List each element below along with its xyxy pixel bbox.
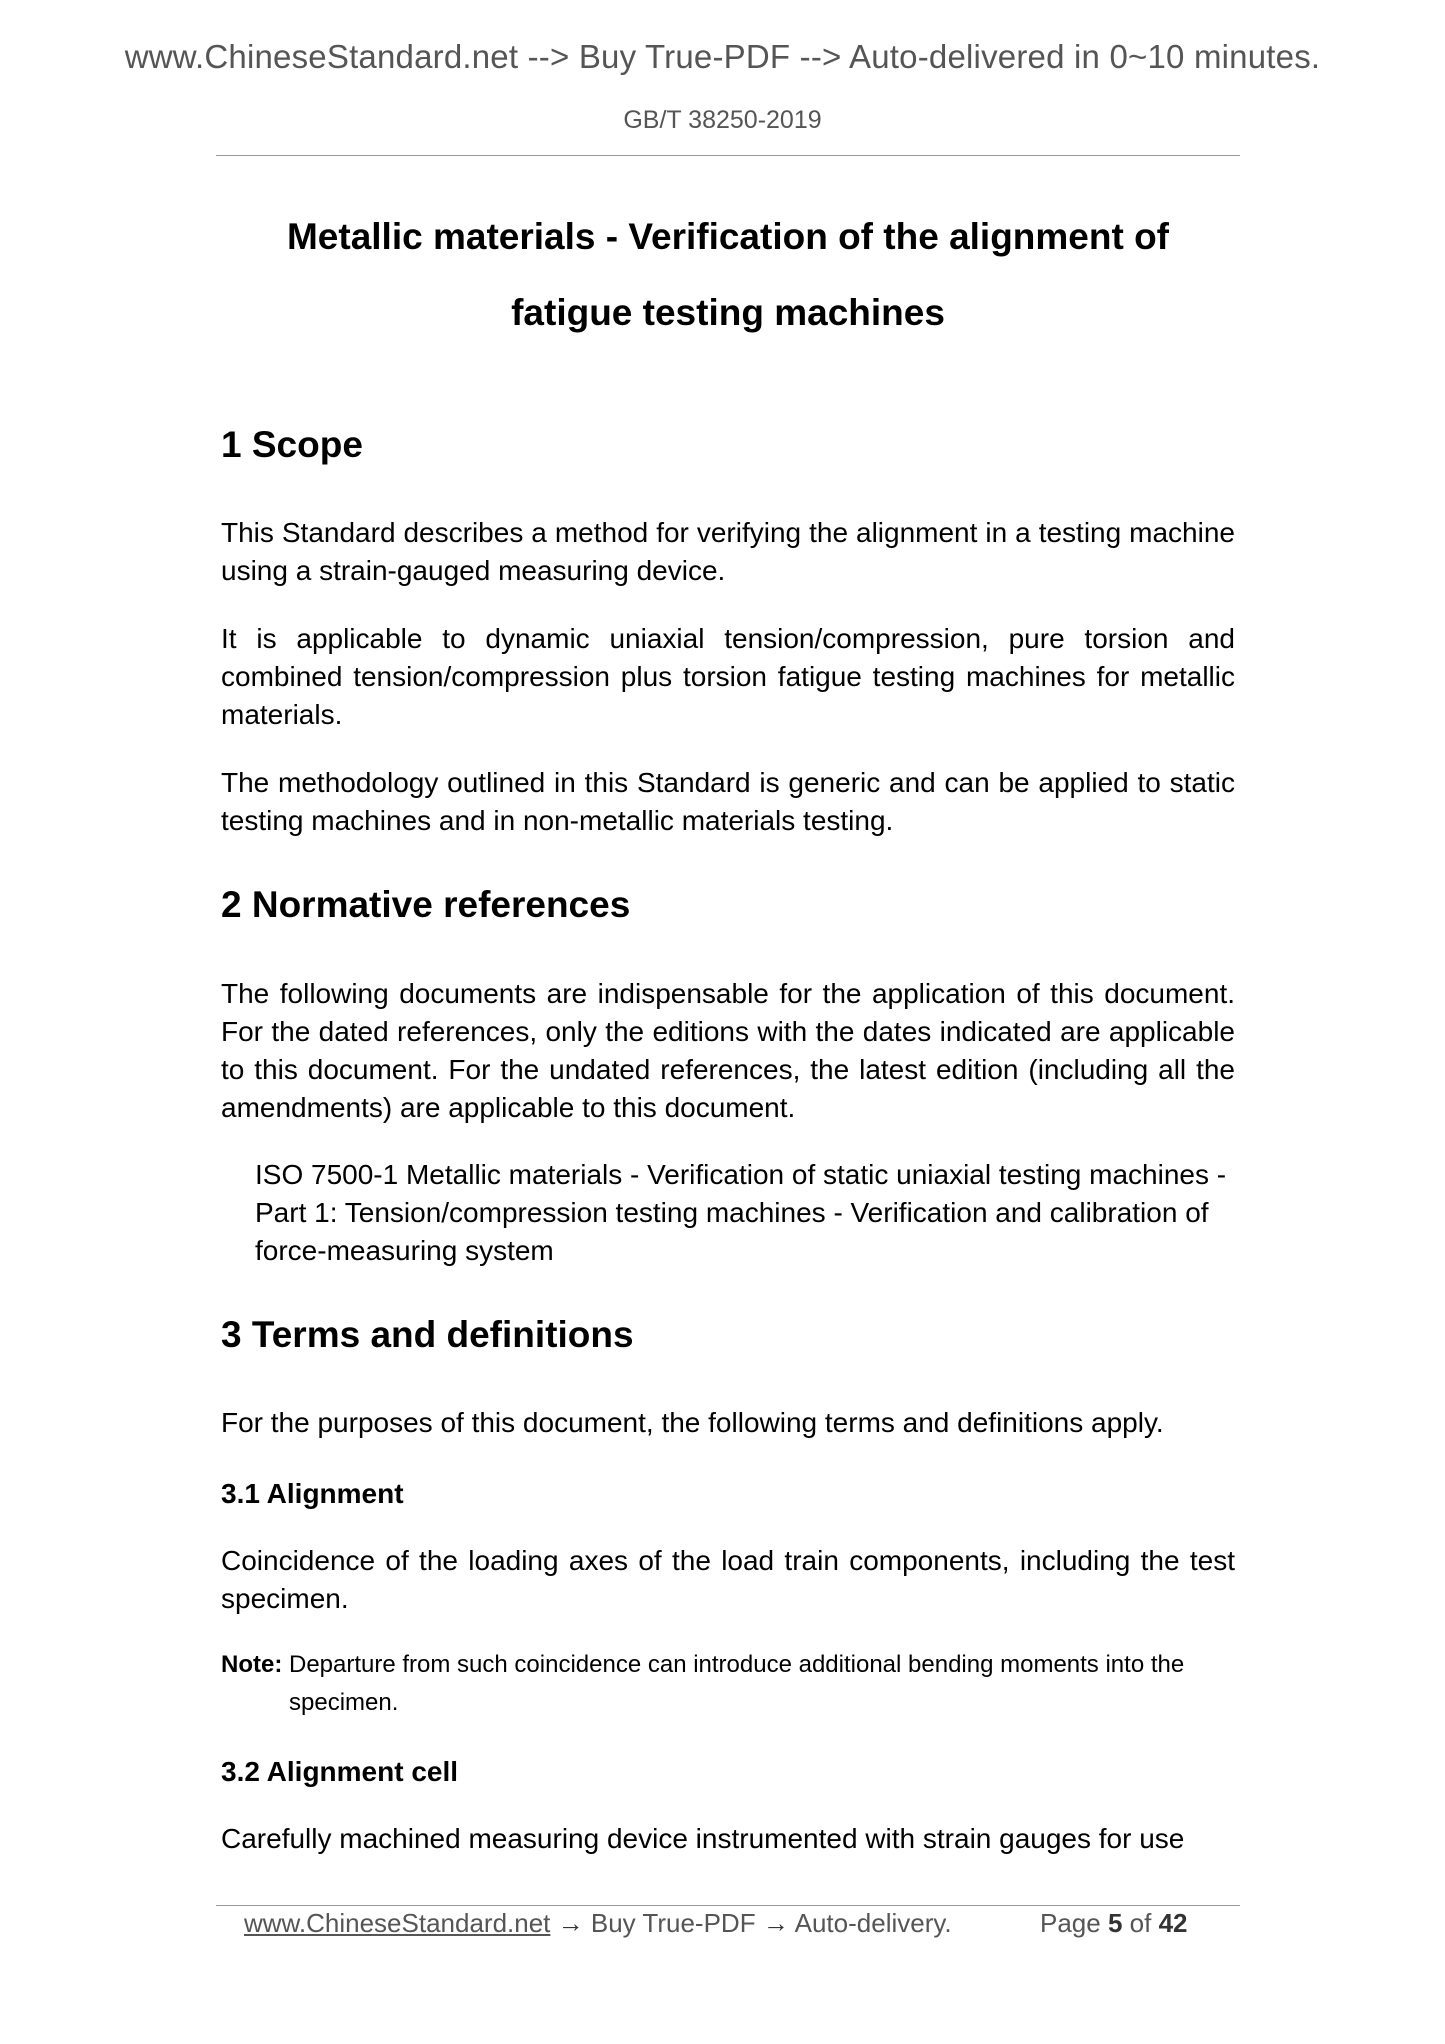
terms-intro: For the purposes of this document, the following terms and definitions apply.	[221, 1407, 1164, 1438]
scope-paragraph-3: The methodology outlined in this Standard is generic and can be applied to static testing machines and in non-metallic materials testing.	[221, 767, 1235, 836]
reference-item: ISO 7500-1 Metallic materials - Verification of static uniaxial testing machines - Part 1: Tension/compression testing machines - Verification and calibration of force-measuring system	[255, 1159, 1227, 1266]
section-heading-normative-references: 2 Normative references	[221, 884, 631, 925]
footer-buy-text: Buy True-PDF	[590, 1908, 756, 1938]
page-label: Page	[1040, 1908, 1101, 1938]
header-divider	[216, 155, 1240, 156]
normative-paragraph: The following documents are indispensable for the application of this document. For the dated references, only the editions with the dates indicated are applicable to this document. For the undated references, the latest edition (including all the amendments) are applicable to this document.	[221, 978, 1235, 1123]
term-heading-alignment: 3.1 Alignment	[221, 1478, 404, 1509]
term-heading-alignment-cell: 3.2 Alignment cell	[221, 1756, 459, 1787]
footer-divider	[216, 1905, 1240, 1906]
footer-text	[244, 1908, 952, 1939]
scope-paragraph-1: This Standard describes a method for verifying the alignment in a testing machine using a strain-gauged measuring device.	[221, 517, 1235, 586]
note-text-line-2: specimen.	[289, 1689, 399, 1716]
term-definition-alignment-cell: Carefully machined measuring device instrumented with strain gauges for use	[221, 1823, 1185, 1854]
arrow-right-icon: →	[557, 1908, 584, 1938]
footer-delivery-text: Auto-delivery.	[794, 1908, 952, 1938]
note-text-line-1: Departure from such coincidence can introduce additional bending moments into the	[289, 1651, 1185, 1678]
scope-paragraph-2: It is applicable to dynamic uniaxial tension/compression, pure torsion and combined tension/compression plus torsion fatigue testing machines for metallic materials.	[221, 623, 1235, 730]
document-title-line-2: fatigue testing machines	[511, 292, 945, 333]
document-title-line-1: Metallic materials - Verification of the alignment of	[286, 216, 1170, 257]
arrow-right-icon: →	[762, 1908, 789, 1938]
top-banner: www.ChineseStandard.net --> Buy True-PDF --> Auto-delivered in 0~10 minutes.	[124, 38, 1321, 75]
standard-number: GB/T 38250-2019	[623, 106, 822, 134]
page-current: 5	[1107, 1908, 1123, 1938]
section-heading-scope: 1 Scope	[221, 424, 363, 465]
page-indicator	[1040, 1908, 1188, 1939]
note-block	[221, 1646, 1235, 1722]
footer-link[interactable]: www.ChineseStandard.net	[244, 1908, 551, 1938]
note-label: Note:	[221, 1651, 283, 1678]
term-definition-alignment: Coincidence of the loading axes of the load train components, including the test specimen.	[221, 1545, 1235, 1614]
page-total: 42	[1158, 1908, 1188, 1938]
section-heading-terms: 3 Terms and definitions	[221, 1314, 634, 1355]
page-of: of	[1129, 1908, 1152, 1938]
